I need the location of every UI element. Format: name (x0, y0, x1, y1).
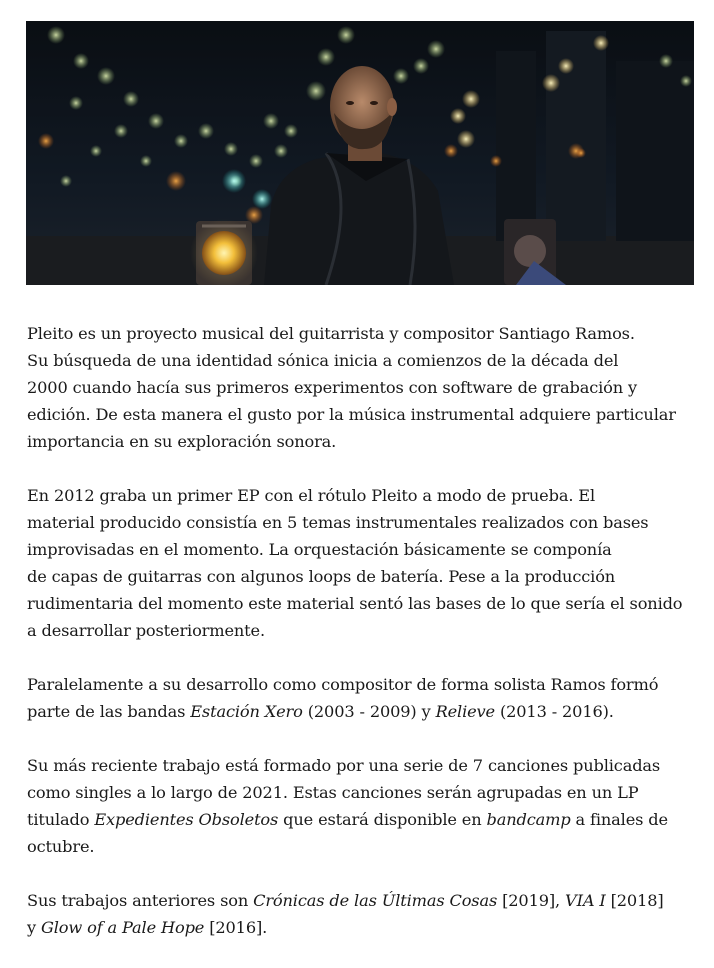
bio-text (27, 320, 699, 968)
bio-line: rudimentaria del momento este material sentó las bases de lo que sería el sonido (27, 594, 683, 613)
band-name: Estación Xero (190, 702, 303, 721)
bio-line: de capas de guitarras con algunos loops de batería. Pese a la producción (27, 567, 616, 586)
bio-line: material producido consistía en 5 temas instrumentales realizados con bases (27, 513, 649, 532)
work-year: [2016]. (204, 918, 268, 937)
bio-line: a desarrollar posteriormente. (27, 621, 265, 640)
bio-line: parte de las bandas (27, 702, 191, 721)
bio-paragraph-first-ep (27, 482, 699, 644)
bio-line: Sus trabajos anteriores son (27, 891, 254, 910)
bio-line: titulado (27, 810, 95, 829)
bio-line: Paralelamente a su desarrollo como compositor de forma solista Ramos formó (27, 675, 659, 694)
portrait-night-street-image (26, 21, 694, 285)
album-title: Expedientes Obsoletos (94, 810, 279, 829)
work-title: VIA I (565, 891, 606, 910)
work-title: Crónicas de las Últimas Cosas (253, 891, 498, 910)
bio-line: Su más reciente trabajo está formado por una serie de 7 canciones publicadas (27, 756, 661, 775)
hero-photo (26, 21, 694, 285)
bio-line: 2000 cuando hacía sus primeros experimentos con software de grabación y (27, 378, 638, 397)
work-year: [2018] (605, 891, 664, 910)
bio-paragraph-latest (27, 752, 699, 860)
platform-name: bandcamp (486, 810, 571, 829)
bio-line: Su búsqueda de una identidad sónica inicia a comienzos de la década del (27, 351, 619, 370)
bio-line: y (27, 918, 41, 937)
bio-paragraph-intro (27, 320, 699, 455)
bio-line: edición. De esta manera el gusto por la música instrumental adquiere particular (27, 405, 676, 424)
bio-line: (2013 - 2016). (494, 702, 614, 721)
bio-line: Pleito es un proyecto musical del guitarrista y compositor Santiago Ramos. (27, 324, 635, 343)
bio-line: a finales de (570, 810, 668, 829)
bio-paragraph-previous-works (27, 887, 699, 941)
bio-line: En 2012 graba un primer EP con el rótulo Pleito a modo de prueba. El (27, 486, 596, 505)
bio-paragraph-bands (27, 671, 699, 725)
work-year: [2019], (497, 891, 566, 910)
bio-line: improvisadas en el momento. La orquestación básicamente se componía (27, 540, 612, 559)
bio-line: (2003 - 2009) y (302, 702, 436, 721)
band-name: Relieve (435, 702, 495, 721)
bio-line: importancia en su exploración sonora. (27, 432, 337, 451)
bio-line: como singles a lo largo de 2021. Estas canciones serán agrupadas en un LP (27, 783, 639, 802)
work-title: Glow of a Pale Hope (41, 918, 205, 937)
bio-line: octubre. (27, 837, 95, 856)
bio-line: que estará disponible en (278, 810, 487, 829)
